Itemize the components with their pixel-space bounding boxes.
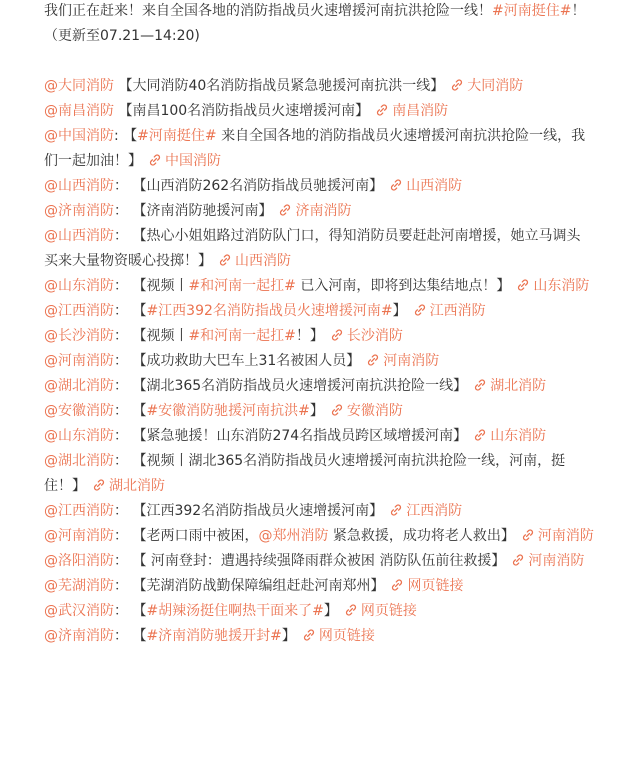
separator: : [114, 128, 124, 144]
link-icon [302, 628, 316, 642]
source-link[interactable] [278, 203, 351, 219]
user-mention[interactable]: @江西消防 [44, 503, 114, 519]
list-item [44, 324, 594, 349]
post-text: 【 [132, 403, 147, 419]
list-item [44, 399, 594, 424]
list-item [44, 199, 594, 224]
post-text-tail: 已入河南，即将到达集结地点！】 [295, 278, 511, 294]
list-item [44, 299, 594, 324]
separator: ： [114, 553, 133, 569]
source-link-label: 大同消防 [467, 78, 524, 94]
link-icon [450, 78, 464, 92]
separator: ： [114, 353, 133, 369]
source-link-label: 湖北消防 [490, 378, 547, 394]
link-icon [521, 528, 535, 542]
list-item [44, 174, 594, 199]
post-text: 【 [132, 303, 147, 319]
post-text-tail: 来自全国各地的消防指战员火速增援河南抗洪抢险一线，我们一起加油！】 [44, 128, 586, 169]
source-link-label: 河南消防 [537, 528, 594, 544]
list-item [44, 499, 594, 524]
source-link-label: 山东消防 [490, 428, 547, 444]
source-link[interactable] [344, 603, 417, 619]
user-mention[interactable]: @山东消防 [44, 278, 114, 294]
source-link[interactable] [521, 528, 594, 544]
source-link-label: 山东消防 [533, 278, 590, 294]
link-icon [344, 603, 358, 617]
source-link-label: 河南消防 [528, 553, 585, 569]
source-link-label: 江西消防 [429, 303, 486, 319]
user-mention[interactable]: @湖北消防 [44, 378, 114, 394]
link-icon [330, 328, 344, 342]
post-text: 【热心小姐姐路过消防队门口，得知消防员要赶赴河南增援，她立马调头买来大量物资暖心投掷！】 [44, 228, 581, 269]
source-link-label: 长沙消防 [346, 328, 403, 344]
user-mention[interactable]: @长沙消防 [44, 328, 114, 344]
post-text: 【视频丨湖北365名消防指战员火速增援河南抗洪抢险一线，河南，挺住！】 [44, 453, 566, 494]
post-text-tail: 紧急救援，成功将老人救出】 [328, 528, 515, 544]
user-mention[interactable]: @山西消防 [44, 178, 114, 194]
source-link[interactable] [389, 178, 462, 194]
list-item [44, 274, 594, 299]
post-text: 【 河南登封：遭遇持续强降雨群众被困 消防队伍前往救援】 [132, 553, 506, 569]
source-link-label: 江西消防 [406, 503, 463, 519]
list-item [44, 449, 594, 499]
post-text-tail: 】 [323, 603, 338, 619]
separator: ： [114, 578, 133, 594]
separator: ： [114, 603, 133, 619]
post-text: 【芜湖消防战勤保障编组赶赴河南郑州】 [132, 578, 385, 594]
link-icon [390, 578, 404, 592]
post-text: 【成功救助大巴车上31名被困人员】 [132, 353, 361, 369]
separator: ： [114, 228, 133, 244]
source-link-label: 中国消防 [165, 153, 221, 169]
post-text: 【江西392名消防指战员火速增援河南】 [132, 503, 384, 519]
user-mention[interactable]: @河南消防 [44, 353, 114, 369]
user-mention[interactable]: @南昌消防 [44, 103, 114, 119]
list-item [44, 624, 594, 649]
update-time: ！ （更新至07.21—14:20) [44, 3, 586, 44]
post-text-tail: ！】 [295, 328, 324, 344]
inline-tag[interactable]: #济南消防驰援开封# [146, 628, 282, 644]
list-item [44, 224, 594, 274]
user-mention[interactable]: @中国消防 [44, 128, 114, 144]
inline-tag[interactable]: @郑州消防 [258, 528, 329, 544]
list-item [44, 74, 594, 99]
user-mention[interactable]: @山西消防 [44, 228, 114, 244]
source-link[interactable] [390, 578, 463, 594]
source-link[interactable] [450, 78, 523, 94]
source-link[interactable] [148, 153, 221, 169]
list-item [44, 124, 594, 174]
link-icon [92, 478, 106, 492]
user-mention[interactable]: @江西消防 [44, 303, 114, 319]
link-icon [375, 103, 389, 117]
user-mention[interactable]: @武汉消防 [44, 603, 114, 619]
link-icon [366, 353, 380, 367]
post-text: 【老两口雨中被困， [132, 528, 259, 544]
post-text: 【济南消防驰援河南】 [132, 203, 273, 219]
user-mention[interactable]: @湖北消防 [44, 453, 114, 469]
separator: ： [114, 303, 133, 319]
source-link-label: 南昌消防 [392, 103, 449, 119]
link-icon [330, 403, 344, 417]
post-text: 【 [132, 603, 147, 619]
link-icon [473, 428, 487, 442]
source-link[interactable] [511, 553, 584, 569]
source-link-label: 网页链接 [318, 628, 375, 644]
post-text-tail: 】 [309, 403, 324, 419]
link-icon [218, 253, 232, 267]
post-text: 【紧急驰援！山东消防274名指战员跨区域增援河南】 [132, 428, 468, 444]
user-mention[interactable]: @济南消防 [44, 628, 114, 644]
separator: ： [114, 628, 133, 644]
source-link-label: 网页链接 [407, 578, 464, 594]
list-item [44, 524, 594, 549]
separator: ： [114, 428, 133, 444]
separator: ： [114, 178, 133, 194]
link-icon [473, 378, 487, 392]
link-icon [278, 203, 292, 217]
separator: ： [114, 378, 133, 394]
list-item [44, 574, 594, 599]
post-text: 【 [123, 128, 138, 144]
link-icon [389, 178, 403, 192]
inline-tag[interactable]: #安徽消防驰援河南抗洪# [146, 403, 310, 419]
inline-tag[interactable]: #胡辣汤挺住啊热干面来了# [146, 603, 324, 619]
inline-tag[interactable]: #江西392名消防指战员火速增援河南# [146, 303, 393, 319]
link-icon [511, 553, 525, 567]
post-text: 【湖北365名消防指战员火速增援河南抗洪抢险一线】 [132, 378, 468, 394]
separator: ： [114, 203, 133, 219]
inline-tag[interactable]: #和河南一起扛# [188, 328, 296, 344]
list-item [44, 549, 594, 574]
post-list [44, 74, 594, 649]
source-link[interactable] [389, 503, 462, 519]
intro-text: 我们正在赶来！来自全国各地的消防指战员火速增援河南抗洪抢险一线！ [44, 3, 492, 19]
post-text: 【大同消防40名消防指战员紧急驰援河南抗洪一线】 [118, 78, 445, 94]
user-mention[interactable]: @安徽消防 [44, 403, 114, 419]
separator: ： [114, 403, 133, 419]
post-text: 【 [132, 628, 147, 644]
source-link-label: 山西消防 [235, 253, 291, 269]
source-link-label: 网页链接 [360, 603, 417, 619]
separator: ： [114, 528, 133, 544]
source-link[interactable] [366, 353, 439, 369]
user-mention[interactable]: @河南消防 [44, 528, 114, 544]
list-item [44, 599, 594, 624]
separator: ： [114, 278, 133, 294]
source-link-label: 湖北消防 [109, 478, 165, 494]
source-link[interactable] [330, 328, 403, 344]
source-link[interactable] [473, 378, 546, 394]
link-icon [389, 503, 403, 517]
list-item [44, 374, 594, 399]
post-text-tail: 】 [281, 628, 296, 644]
intro-paragraph [44, 0, 594, 49]
post-text-tail: 】 [392, 303, 407, 319]
user-mention[interactable]: @洛阳消防 [44, 553, 114, 569]
link-icon [148, 153, 162, 167]
source-link[interactable] [473, 428, 546, 444]
source-link-label: 河南消防 [383, 353, 440, 369]
source-link-label: 济南消防 [295, 203, 352, 219]
separator: ： [114, 503, 133, 519]
list-item [44, 349, 594, 374]
link-icon [516, 278, 530, 292]
post-text: 【山西消防262名消防指战员驰援河南】 [132, 178, 384, 194]
list-item [44, 99, 594, 124]
source-link[interactable] [330, 403, 403, 419]
post-text: 【南昌100名消防指战员火速增援河南】 [118, 103, 370, 119]
source-link-label: 安徽消防 [346, 403, 403, 419]
source-link[interactable] [92, 478, 165, 494]
hashtag-link[interactable]: #河南挺住# [492, 3, 572, 19]
source-link[interactable] [302, 628, 375, 644]
link-icon [413, 303, 427, 317]
post-text: 【视频丨 [132, 278, 189, 294]
source-link-label: 山西消防 [406, 178, 463, 194]
source-link[interactable] [413, 303, 486, 319]
source-link[interactable] [218, 253, 291, 269]
inline-tag[interactable]: #河南挺住# [137, 128, 217, 144]
user-mention[interactable]: @济南消防 [44, 203, 114, 219]
separator: ： [114, 453, 133, 469]
list-item [44, 424, 594, 449]
user-mention[interactable]: @大同消防 [44, 78, 114, 94]
user-mention[interactable]: @芜湖消防 [44, 578, 114, 594]
source-link[interactable] [516, 278, 589, 294]
user-mention[interactable]: @山东消防 [44, 428, 114, 444]
separator: ： [114, 328, 133, 344]
source-link[interactable] [375, 103, 448, 119]
inline-tag[interactable]: #和河南一起扛# [188, 278, 296, 294]
post-text: 【视频丨 [132, 328, 189, 344]
